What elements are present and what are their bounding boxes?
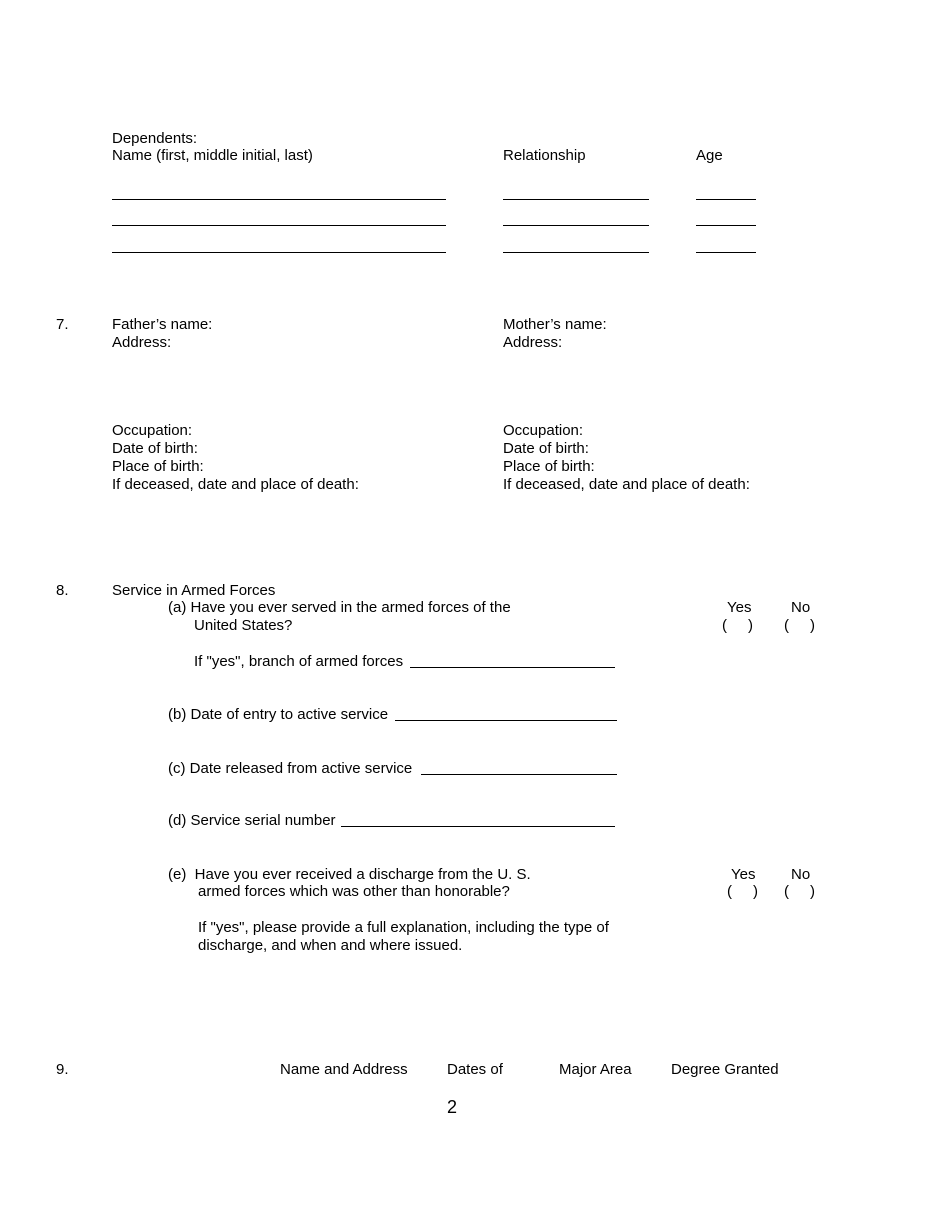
dependents-heading: Dependents: — [112, 130, 198, 147]
q8e-question-line2: armed forces which was other than honorable? — [198, 883, 510, 900]
q8a-yes-checkbox[interactable]: ( ) — [722, 617, 753, 634]
q8d-label: (d) Service serial number — [168, 812, 336, 829]
q8a-question-line1: (a) Have you ever served in the armed forces of the — [168, 599, 511, 616]
q8c-label: (c) Date released from active service — [168, 760, 413, 777]
q8a-yes-label: Yes — [727, 599, 752, 616]
father-occupation-label: Occupation: — [112, 422, 193, 439]
page-number: 2 — [447, 1097, 458, 1117]
q9-degree-granted-header: Degree Granted — [671, 1061, 779, 1078]
q8a-question-line2: United States? — [194, 617, 293, 634]
q8a-branch-label: If "yes", branch of armed forces — [194, 653, 404, 670]
q8e-question-line1: (e) Have you ever received a discharge from the U. S. — [168, 866, 531, 883]
mother-deceased-label: If deceased, date and place of death: — [503, 476, 750, 493]
q9-number: 9. — [56, 1061, 69, 1078]
father-address-label: Address: — [112, 334, 172, 351]
q8a-no-label: No — [791, 599, 811, 616]
q8-number: 8. — [56, 582, 69, 599]
q8e-explanation-line1: If "yes", please provide a full explanation, including the type of — [198, 919, 609, 936]
q8b-entry-date-field[interactable] — [395, 720, 617, 721]
q8e-yes-checkbox[interactable]: ( ) — [727, 883, 758, 900]
dependent-1-name-field[interactable] — [112, 199, 446, 200]
father-pob-label: Place of birth: — [112, 458, 204, 475]
mother-pob-label: Place of birth: — [503, 458, 595, 475]
dependent-3-name-field[interactable] — [112, 252, 446, 253]
mother-occupation-label: Occupation: — [503, 422, 584, 439]
mother-name-label: Mother’s name: — [503, 316, 607, 333]
dependent-1-age-field[interactable] — [696, 199, 756, 200]
q8b-label: (b) Date of entry to active service — [168, 706, 389, 723]
mother-address-label: Address: — [503, 334, 563, 351]
q8a-branch-field[interactable] — [410, 667, 615, 668]
dependent-2-name-field[interactable] — [112, 225, 446, 226]
q7-number: 7. — [56, 316, 69, 333]
q8e-yes-label: Yes — [731, 866, 756, 883]
q9-dates-header: Dates of — [447, 1061, 503, 1078]
q9-name-address-header: Name and Address — [280, 1061, 408, 1078]
dependent-2-relationship-field[interactable] — [503, 225, 649, 226]
q8e-explanation-line2: discharge, and when and where issued. — [198, 937, 463, 954]
q8c-release-date-field[interactable] — [421, 774, 617, 775]
father-deceased-label: If deceased, date and place of death: — [112, 476, 359, 493]
q8a-no-checkbox[interactable]: ( ) — [784, 617, 815, 634]
father-name-label: Father’s name: — [112, 316, 213, 333]
father-dob-label: Date of birth: — [112, 440, 198, 457]
q9-major-area-header: Major Area — [559, 1061, 632, 1078]
dependent-2-age-field[interactable] — [696, 225, 756, 226]
dependents-relationship-header: Relationship — [503, 147, 586, 164]
q8e-no-label: No — [791, 866, 811, 883]
q8e-no-checkbox[interactable]: ( ) — [784, 883, 815, 900]
mother-dob-label: Date of birth: — [503, 440, 589, 457]
dependents-age-header: Age — [696, 147, 723, 164]
dependent-3-age-field[interactable] — [696, 252, 756, 253]
dependent-1-relationship-field[interactable] — [503, 199, 649, 200]
q8-title: Service in Armed Forces — [112, 582, 276, 599]
q8d-serial-number-field[interactable] — [341, 826, 615, 827]
dependent-3-relationship-field[interactable] — [503, 252, 649, 253]
dependents-name-header: Name (first, middle initial, last) — [112, 147, 313, 164]
